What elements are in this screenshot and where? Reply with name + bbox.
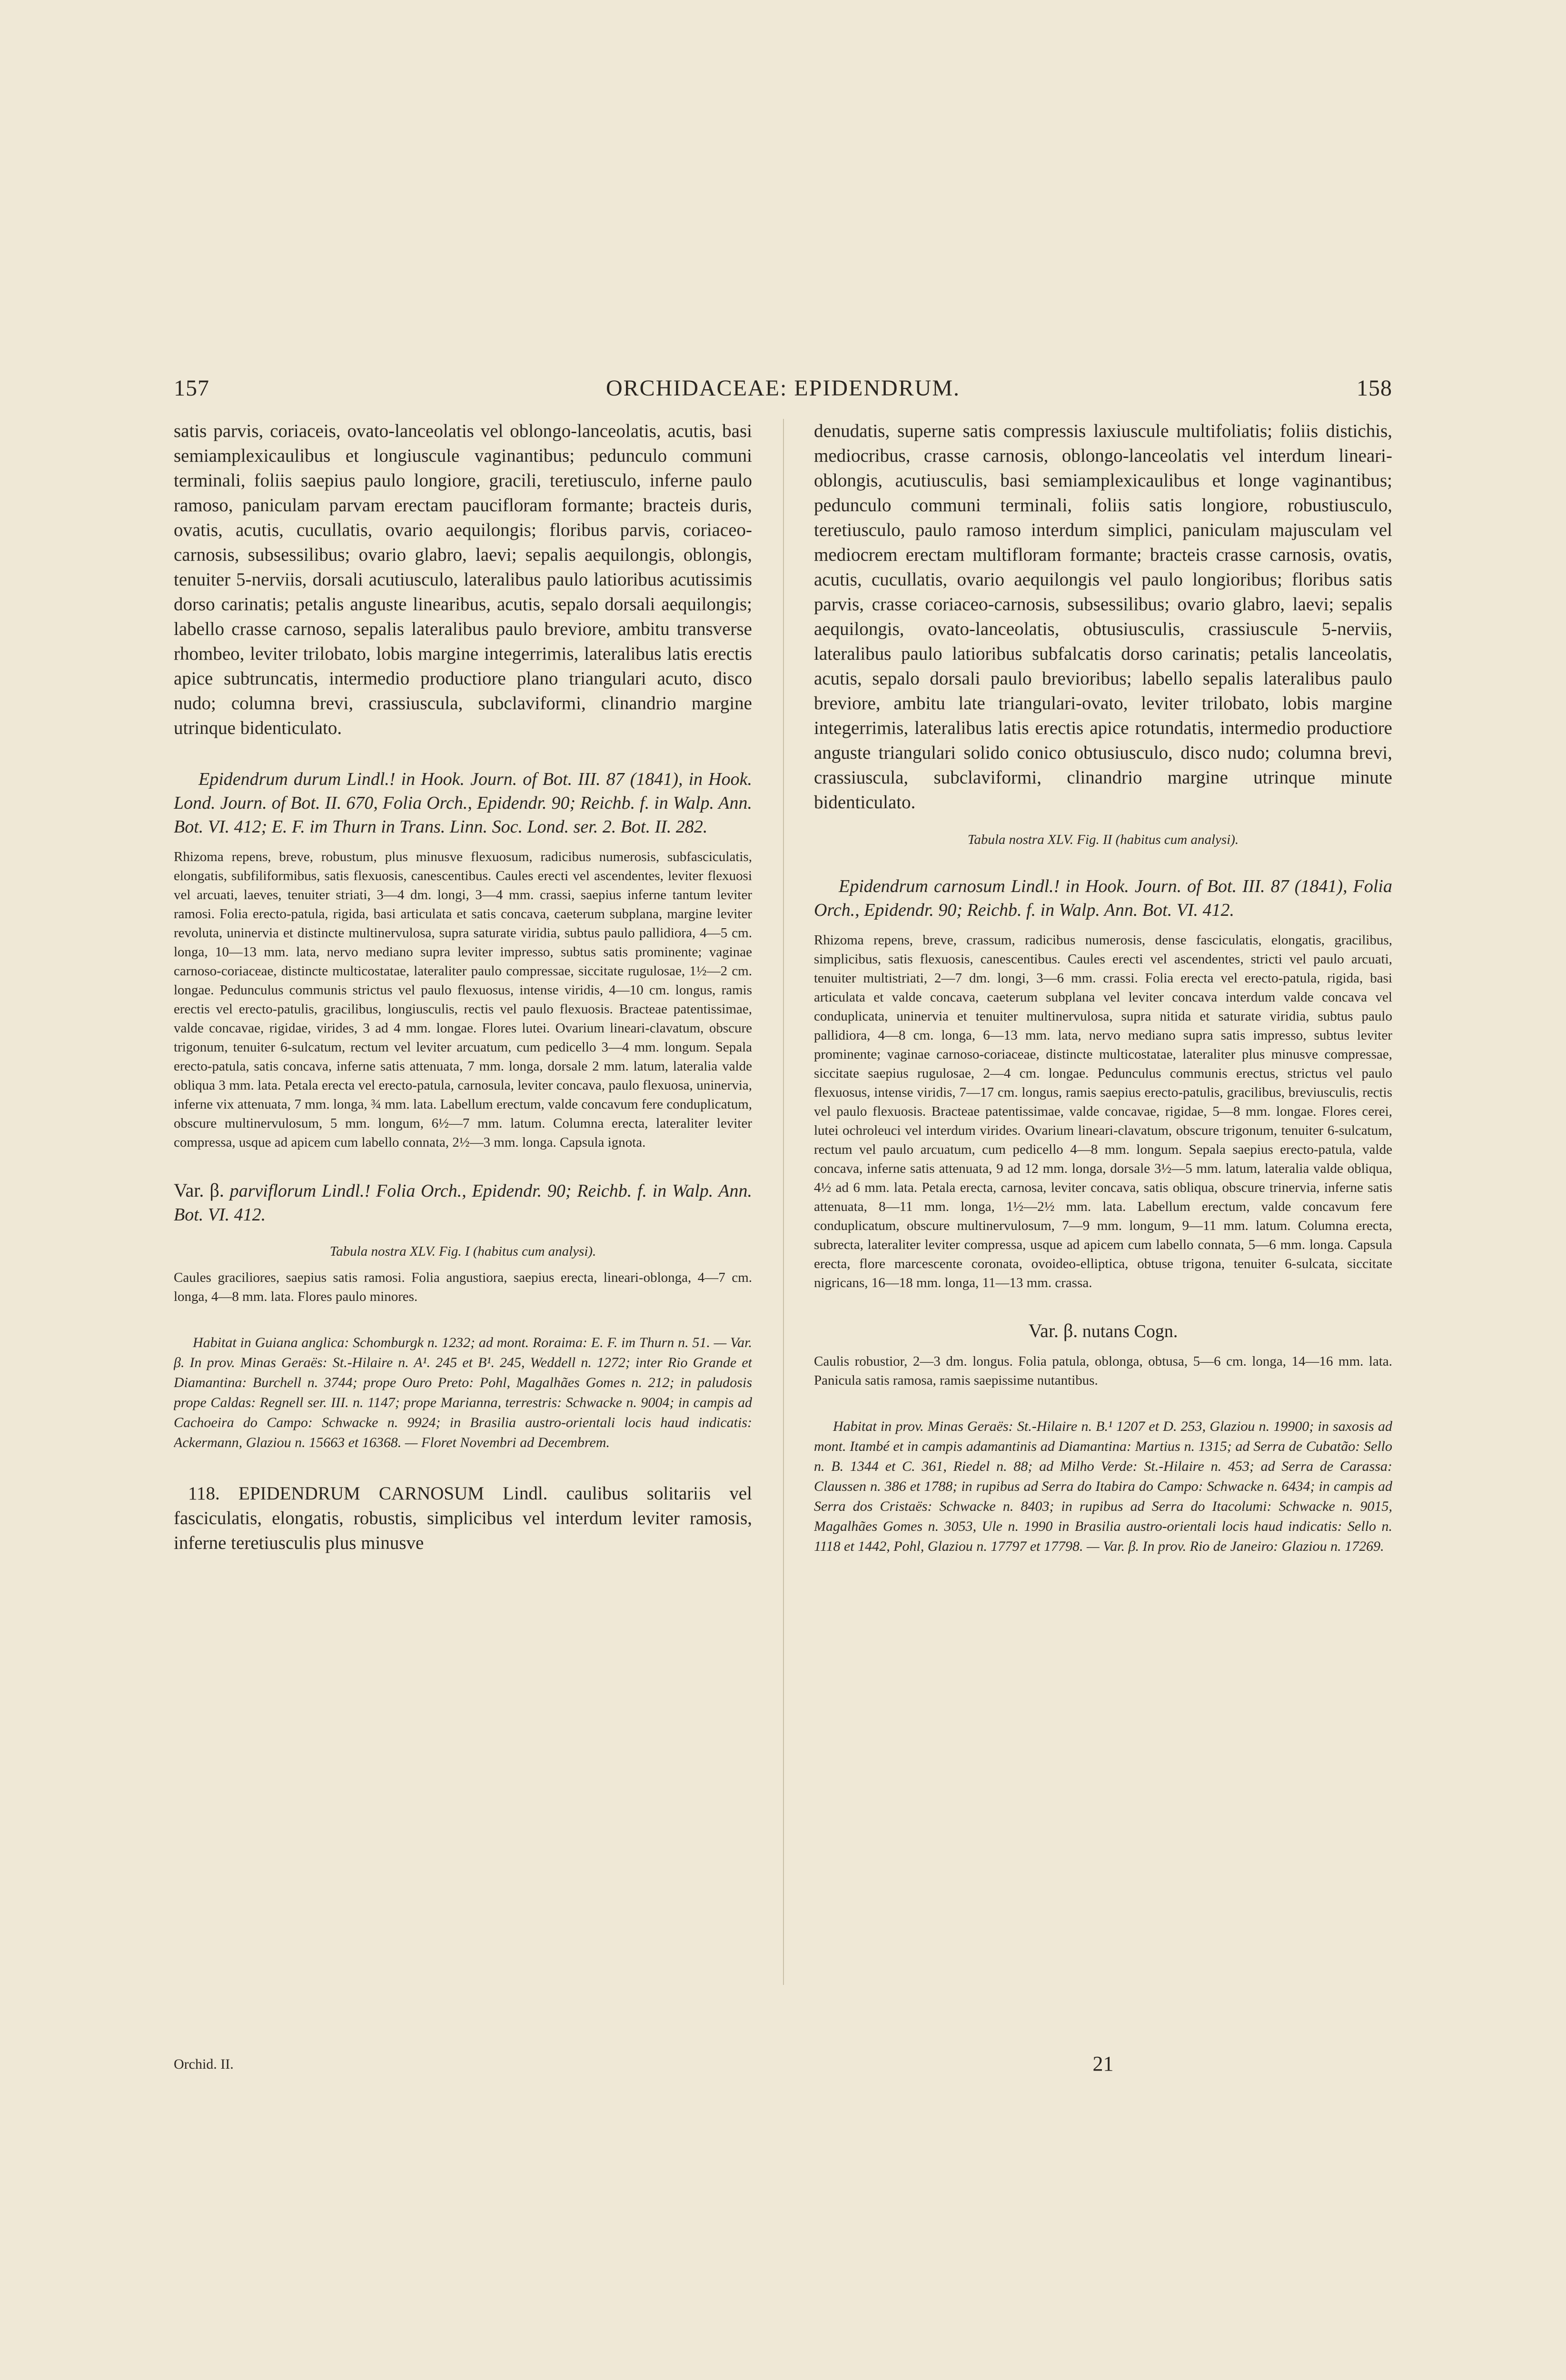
right-detailed-description: Rhizoma repens, breve, crassum, radicibus numerosis, dense fasciculatis, elongatis, gracilibus, simplicibus, satis flexuosis, canescentibus. Caules erecti vel ascendentes, stricti vel paulo arcuati, tenuiter multistriati, 2—7 dm. longi, 3—6 mm. crassi. Folia erecta vel erecto-patula, rigida, basi articulata et valde concava, caeterum subplana vel leviter concava interdum valde concava vel conduplicata, uninervia et tenuiter multinervulosa, supra nitida et saturate viridia, subtus paulo pallidiora, 4—8 cm. longa, 6—13 mm. lata, nervo mediano supra satis impresso, subtus leviter prominente; vaginae carnoso-coriaceae, distincte multicostatae, lateraliter plus minusve compressae, siccitate saepius rugulosae, 2—4 cm. longae. Pedunculus communis erectus, strictus vel paulo flexuosus, intense viridis, 7—17 cm. longus, ramis saepius erecto-patulis, gracilibus, breviusculis, rectis vel paulo flexuosis. Bracteae patentissimae, valde concavae, rigidae, 5—8 mm. longae. Flores cerei, lutei ochroleuci vel interdum virides. Ovarium lineari-clavatum, obscure trigonum, tenuiter 6-sulcatum, rectum vel paulo arcuatum, cum pedicello 4—8 mm. longum. Sepala saepius erecto-patula, valde concava, inferne satis attenuata, 9 ad 12 mm. longa, dorsale 3½—5 mm. latum, lateralia valde obliqua, 4½ ad 6 mm. lata. Petala erecta, carnosa, leviter concava, satis obliqua, obscure trinervia, inferne satis attenuata, 8—11 mm. longa, 1½—2½ mm. lata. Labellum erectum, valde concavum fere conduplicatum, obscure multinervulosum, 7—9 mm. longum, 9—11 mm. latum. Columna erecta, subrecta, lateraliter leviter compressa, usque ad apicem cum labello connata, 5—6 mm. longa. Capsula erecta, flore marcescente coronata, ovoideo-elliptica, obtuse trigona, tenuiter 6-sulcata, siccitate nigricans, 16—18 mm. longa, 11—13 mm. crassa. — [814, 932, 1392, 1290]
right-description-continued: denudatis, superne satis compressis laxiuscule multifoliatis; foliis distichis, mediocribus, crasse carnosis, oblongo-lanceolatis vel interdum lineari-oblongis, acutiusculis, basi semiamplexicaulibus et longe vaginantibus; pedunculo communi terminali, foliis satis longiore, robustiusculo, teretiusculo, paulo ramoso interdum simplici, paniculam majusculam vel mediocrem erectam multifloram formante; bracteis crasse carnosis, ovatis, acutis, cucullatis, ovario aequilongis vel paulo longioribus; floribus satis parvis, crasse coriaceo-carnosis, subsessilibus; ovario glabro, laevi; sepalis aequilongis, ovato-lanceolatis, obtusiusculis, crassiuscule 5-nerviis, lateralibus paulo latioribus subfalcatis dorso carinatis; petalis lanceolatis, acutis, sepalo dorsali paulo brevioribus; labello sepalis lateralibus paulo breviore, ambitu late triangulari-ovato, leviter trilobato, lobis margine integerrimis, lateralibus latis erectis apice rotundatis, intermedio productiore anguste triangulari solido conico obtusiusculo, disco nudo; columna brevi, crassiuscula, subclaviformi, clinandrio margine utrinque minute bidenticulato. — [814, 421, 1392, 813]
page-number-left: 157 — [174, 376, 209, 401]
right-variety-text: nutans Cogn. — [1082, 1321, 1178, 1341]
left-variety-text: parviflorum Lindl.! Folia Orch., Epidendr. 90; Reichb. f. in Walp. Ann. Bot. VI. 412. — [174, 1181, 752, 1225]
left-variety-description: Caules graciliores, saepius satis ramosi. Folia angustiora, saepius erecta, lineari-oblonga, 4—7 cm. longa, 4—8 mm. lata. Flores paulo minores. — [174, 1270, 752, 1304]
running-header — [174, 371, 1392, 405]
left-variety-label: Var. β. — [174, 1180, 224, 1201]
right-synonymy-reference: Epidendrum carnosum Lindl.! in Hook. Journ. of Bot. III. 87 (1841), Folia Orch., Epidendr. 90; Reichb. f. in Walp. Ann. Bot. VI. 412. — [814, 876, 1392, 920]
left-detailed-description: Rhizoma repens, breve, robustum, plus minusve flexuosum, radicibus numerosis, subfasciculatis, elongatis, subfiliformibus, satis flexuosis, canescentibus. Caules erecti vel ascendentes, leviter flexuosi vel arcuati, laeves, tenuiter striati, 3—4 dm. longi, 3—4 mm. crassi, saepius inferne tantum leviter ramosi. Folia erecto-patula, rigida, basi articulata et satis concava, caeterum subplana, margine leviter revoluta, uninervia et distincte multinervulosa, supra saturate viridia, subtus paulo pallidiora, 4—5 cm. longa, 10—13 mm. lata, nervo mediano supra leviter impresso, subtus satis prominente; vaginae carnoso-coriaceae, distincte multicostatae, lateraliter paulo compressae, siccitate rugulosae, 1½—2 cm. longae. Pedunculus communis strictus vel paulo flexuosus, intense viridis, 4—10 cm. longus, ramis erectis vel erecto-patulis, gracilibus, longiusculis, rectis vel paulo flexuosis. Bracteae patentissimae, valde concavae, rigidae, virides, 3 ad 4 mm. longae. Flores lutei. Ovarium lineari-clavatum, obscure trigonum, tenuiter 6-sulcatum, rectum vel leviter arcuatum, cum pedicello 3—4 mm. longum. Sepala erecto-patula, satis concava, inferne satis attenuata, 7 mm. longa, dorsale 2 mm. latum, lateralia valde obliqua 3 mm. lata. Petala erecta vel erecto-patula, carnosula, leviter concava, paulo flexuosa, uninervia, inferne vix attenuata, 7 mm. longa, ¾ mm. lata. Labellum erectum, valde concavum fere conduplicatum, obscure multinervulosum, 5 mm. longum, 6½—7 mm. latum. Columna erecta, lateraliter leviter compressa, usque ad apicem cum labello connata, 2½—3 mm. longa. Capsula ignota. — [174, 849, 752, 1150]
page-number-right: 158 — [1357, 376, 1392, 401]
right-variety-label: Var. β. — [1028, 1320, 1078, 1341]
right-column — [814, 419, 1392, 2047]
column-divider — [783, 419, 784, 1985]
running-title: ORCHIDACEAE: EPIDENDRUM. — [606, 376, 960, 401]
footer-sheet-number: 21 — [1092, 2052, 1114, 2075]
left-habitat: Habitat in Guiana anglica: Schomburgk n. 1232; ad mont. Roraima: E. F. im Thurn n. 51. — Var. β. In prov. Minas Geraës: St.-Hilaire n. A¹. 245 et B¹. 245, Weddell n. 1272; inter Rio Grande et Diamantina: Burchell n. 3744; prope Ouro Preto: Pohl, Magalhães Gomes n. 212; in paludosis prope Caldas: Regnell ser. III. n. 1147; prope Marianna, terrestris: Schwacke n. 9004; in campis ad Cachoeira do Campo: Schwacke n. 9924; in Brasilia austro-orientali locis haud indicatis: Ackermann, Glaziou n. 15663 et 16368. — Floret Novembri ad Decembrem. — [174, 1335, 752, 1450]
right-plate-caption: Tabula nostra XLV. Fig. II (habitus cum analysi). — [967, 832, 1239, 847]
footer-signature: Orchid. II. — [174, 2056, 234, 2072]
left-description-continued: satis parvis, coriaceis, ovato-lanceolatis vel oblongo-lanceolatis, acutis, basi semiamplexicaulibus et longiuscule vaginantibus; pedunculo communi terminali, foliis saepius paulo longiore, gracili, teretiusculo, inferne paulo ramoso, paniculam parvam erectam paucifloram formante; bracteis duris, ovatis, acutis, cucullatis, ovario aequilongis; floribus parvis, coriaceo-carnosis, subsessilibus; ovario glabro, laevi; sepalis aequilongis, oblongis, tenuiter 5-nerviis, dorsali acutiusculo, lateralibus paulo latioribus acutissimis dorso carinatis; petalis anguste linearibus, acutis, sepalo dorsali aequilongis; labello crasse carnoso, sepalis lateralibus paulo breviore, ambitu transverse rhombeo, leviter trilobato, lobis margine integerrimis, lateralibus latis erectis apice subtruncatis, intermedio productiore plano triangulari acuto, disco nudo; columna brevi, crassiuscula, subclaviformi, clinandrio margine utrinque bidenticulato. — [174, 421, 752, 738]
right-variety-description: Caulis robustior, 2—3 dm. longus. Folia patula, oblonga, obtusa, 5—6 cm. longa, 14—16 mm. lata. Panicula satis ramosa, ramis saepissime nutantibus. — [814, 1354, 1392, 1388]
left-synonymy-reference: Epidendrum durum Lindl.! in Hook. Journ. of Bot. III. 87 (1841), in Hook. Lond. Journ. of Bot. II. 670, Folia Orch., Epidendr. 90; Reichb. f. in Walp. Ann. Bot. VI. 412; E. F. im Thurn in Trans. Linn. Soc. Lond. ser. 2. Bot. II. 282. — [174, 769, 752, 837]
left-column — [174, 419, 752, 2047]
species-118-heading: 118. EPIDENDRUM CARNOSUM Lindl. caulibus solitariis vel fasciculatis, elongatis, robustis, simplicibus vel interdum leviter ramosis, inferne teretiusculis plus minusve — [174, 1483, 752, 1553]
right-habitat: Habitat in prov. Minas Geraës: St.-Hilaire n. B.¹ 1207 et D. 253, Glaziou n. 19900; in saxosis ad mont. Itambé et in campis adamantinis ad Diamantina: Martius n. 1315; ad Serra de Cubatão: Sello n. B. 1344 et C. 361, Riedel n. 88; ad Milho Verde: St.-Hilaire n. 453; ad Serra de Carassa: Claussen n. 386 et 1788; in rupibus ad Serra do Itabira do Campo: Schwacke n. 6434; in campis ad Serra dos Cristaës: Schwacke n. 8403; in rupibus ad Serra do Itacolumi: Schwacke n. 9015, Magalhães Gomes n. 3053, Ule n. 1990 in Brasilia austro-orientali locis haud indicatis: Sello n. 1118 et 1442, Pohl, Glaziou n. 17797 et 17798. — Var. β. In prov. Rio de Janeiro: Glaziou n. 17269. — [814, 1418, 1392, 1554]
left-plate-caption: Tabula nostra XLV. Fig. I (habitus cum analysi). — [329, 1244, 596, 1259]
book-page — [174, 371, 1392, 2075]
left-variety-heading — [174, 1179, 752, 1227]
right-variety-heading — [814, 1319, 1392, 1343]
